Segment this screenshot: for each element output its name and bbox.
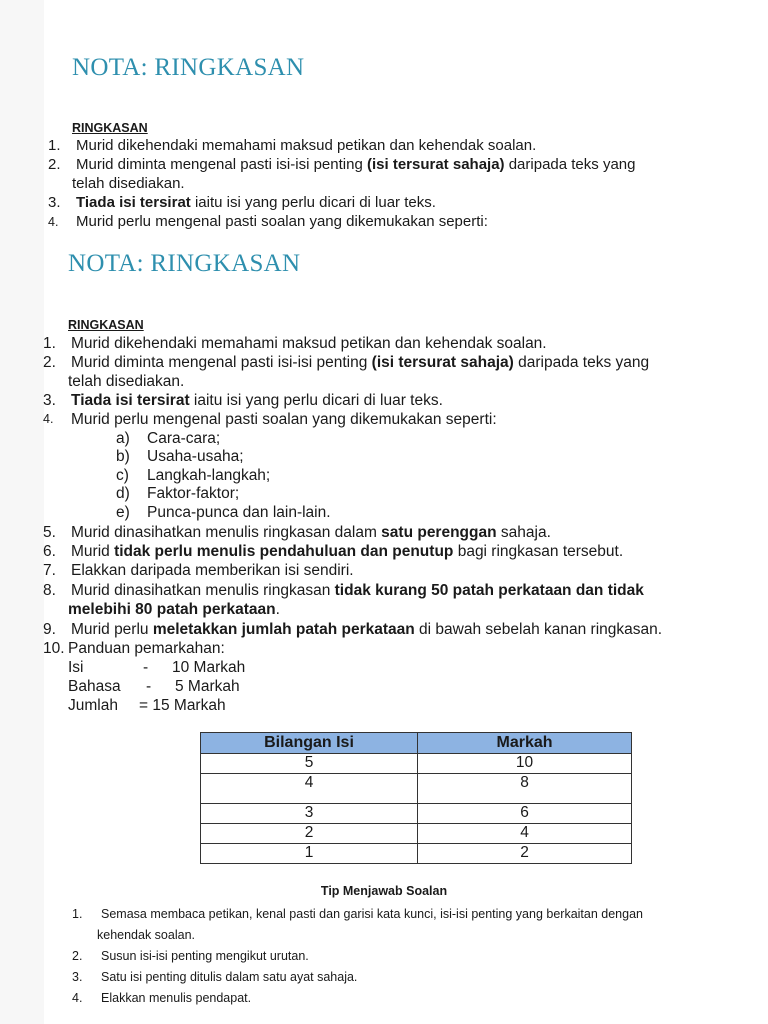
table-cell: 3 <box>201 804 418 824</box>
table-header-row <box>201 733 632 754</box>
item-text-bold: (isi tersurat sahaja) <box>371 354 514 371</box>
tip-text: Satu isi penting ditulis dalam satu ayat sahaja. <box>101 970 358 984</box>
item-text: telah disediakan. <box>68 373 185 390</box>
item-text: Murid dikehendaki memahami maksud petikan dan kehendak soalan. <box>71 335 547 352</box>
sub-item-text: Langkah-langkah; <box>147 467 271 484</box>
item-number: 1. <box>48 137 61 154</box>
item-text <box>71 523 551 542</box>
item-text-bold: melebihi 80 patah perkataan <box>68 601 276 618</box>
item-number: 3. <box>43 392 56 409</box>
item-text-bold: (isi tersurat sahaja) <box>366 156 505 173</box>
sub-item-text: Cara-cara; <box>147 430 221 447</box>
marking-value: 5 Markah <box>175 678 240 695</box>
section-title: NOTA: RINGKASAN <box>72 54 305 81</box>
sub-item-letter: e) <box>116 504 130 521</box>
item-text: Murid dikehendaki memahami maksud petikan dan kehendak soalan. <box>76 137 537 154</box>
score-table <box>200 732 632 864</box>
item-text-plain: daripada teks yang <box>513 354 650 371</box>
item-text-plain: Murid dinasihatkan menulis ringkasan <box>71 582 335 599</box>
table-cell: 2 <box>201 824 418 844</box>
item-text <box>71 353 649 372</box>
item-text-plain: Murid perlu <box>71 621 153 638</box>
table-cell: 4 <box>201 774 418 804</box>
tips-title: Tip Menjawab Soalan <box>320 884 448 898</box>
sub-item-letter: b) <box>116 448 130 465</box>
item-text-plain: sahaja. <box>496 524 551 541</box>
item-text-bold: satu perenggan <box>381 524 497 541</box>
table-cell: 1 <box>201 844 418 864</box>
item-text-plain: iaitu isi yang perlu dicari di luar teks. <box>189 392 443 409</box>
item-text-plain: di bawah sebelah kanan ringkasan. <box>414 621 663 638</box>
section-subheading: RINGKASAN <box>72 121 148 135</box>
item-number: 4. <box>48 215 59 229</box>
item-text <box>71 391 443 410</box>
marking-label: Bahasa <box>68 678 121 695</box>
tip-text: kehendak soalan. <box>97 928 195 942</box>
item-text-plain: bagi ringkasan tersebut. <box>453 543 624 560</box>
item-text-bold: tidak perlu menulis pendahuluan dan penutup <box>114 543 454 560</box>
item-number: 7. <box>43 562 56 579</box>
item-text <box>68 600 280 619</box>
table-cell: 8 <box>418 774 632 804</box>
section-subheading: RINGKASAN <box>68 318 144 332</box>
table-header-cell: Markah <box>418 733 632 754</box>
marking-label: Isi <box>68 659 84 676</box>
item-text: Panduan pemarkahan: <box>68 640 225 657</box>
item-text <box>71 620 662 639</box>
item-text <box>76 156 635 174</box>
tip-text: Susun isi-isi penting mengikut urutan. <box>101 949 309 963</box>
tip-number: 2. <box>72 949 83 963</box>
table-cell: 5 <box>201 754 418 774</box>
table-row <box>201 844 632 864</box>
item-text: Murid perlu mengenal pasti soalan yang dikemukakan seperti: <box>76 213 488 230</box>
item-text-bold: Tiada isi tersirat <box>76 194 191 211</box>
item-text-bold: tidak kurang 50 patah perkataan dan tidak <box>334 582 644 599</box>
tip-text: Semasa membaca petikan, kenal pasti dan garisi kata kunci, isi-isi penting yang berkaitan dengan <box>101 907 643 921</box>
tip-number: 4. <box>72 991 83 1005</box>
table-cell: 2 <box>418 844 632 864</box>
table-row <box>201 774 632 804</box>
item-number: 1. <box>43 335 56 352</box>
item-text <box>76 194 436 212</box>
item-text-bold: Tiada isi tersirat <box>71 392 190 409</box>
item-text-plain: . <box>275 601 280 618</box>
item-number: 8. <box>43 582 56 599</box>
marking-value: = 15 Markah <box>139 697 226 714</box>
item-number: 2. <box>48 156 61 173</box>
item-number: 6. <box>43 543 56 560</box>
item-text: telah disediakan. <box>72 175 185 192</box>
item-text-bold: meletakkan jumlah patah perkataan <box>152 621 415 638</box>
tip-number: 3. <box>72 970 83 984</box>
table-cell: 6 <box>418 804 632 824</box>
tip-text: Elakkan menulis pendapat. <box>101 991 252 1005</box>
table-cell: 4 <box>418 824 632 844</box>
marking-label: Jumlah <box>68 697 118 714</box>
tip-number: 1. <box>72 907 83 921</box>
sub-item-text: Usaha-usaha; <box>147 448 244 465</box>
section-title: NOTA: RINGKASAN <box>68 250 301 277</box>
sub-item-text: Punca-punca dan lain-lain. <box>147 504 331 521</box>
sub-item-text: Faktor-faktor; <box>147 485 240 502</box>
item-text-plain: Murid <box>71 543 115 560</box>
item-number: 3. <box>48 194 61 211</box>
item-text-plain: Murid diminta mengenal pasti isi-isi penting <box>76 156 367 173</box>
item-text <box>71 542 623 561</box>
sub-item-letter: d) <box>116 485 130 502</box>
sub-item-letter: c) <box>116 467 129 484</box>
table-row <box>201 754 632 774</box>
item-text: Elakkan daripada memberikan isi sendiri. <box>71 562 354 579</box>
sub-item-letter: a) <box>116 430 130 447</box>
item-text <box>71 581 644 600</box>
marking-value: 10 Markah <box>172 659 246 676</box>
table-row <box>201 804 632 824</box>
item-text-plain: daripada teks yang <box>504 156 636 173</box>
item-text-plain: iaitu isi yang perlu dicari di luar teks. <box>190 194 436 211</box>
table-cell: 10 <box>418 754 632 774</box>
item-text-plain: Murid dinasihatkan menulis ringkasan dalam <box>71 524 382 541</box>
note-section-top <box>0 0 768 232</box>
item-text-plain: Murid diminta mengenal pasti isi-isi penting <box>71 354 372 371</box>
table-row <box>201 824 632 844</box>
note-section-main <box>0 232 768 1024</box>
item-number: 4. <box>43 412 54 426</box>
item-number: 5. <box>43 524 56 541</box>
item-number: 2. <box>43 354 56 371</box>
item-number: 10. <box>43 640 65 657</box>
table-header-cell: Bilangan Isi <box>201 733 418 754</box>
item-number: 9. <box>43 621 56 638</box>
item-text: Murid perlu mengenal pasti soalan yang dikemukakan seperti: <box>71 411 497 428</box>
marking-dash: - <box>143 659 149 676</box>
marking-dash: - <box>146 678 152 695</box>
